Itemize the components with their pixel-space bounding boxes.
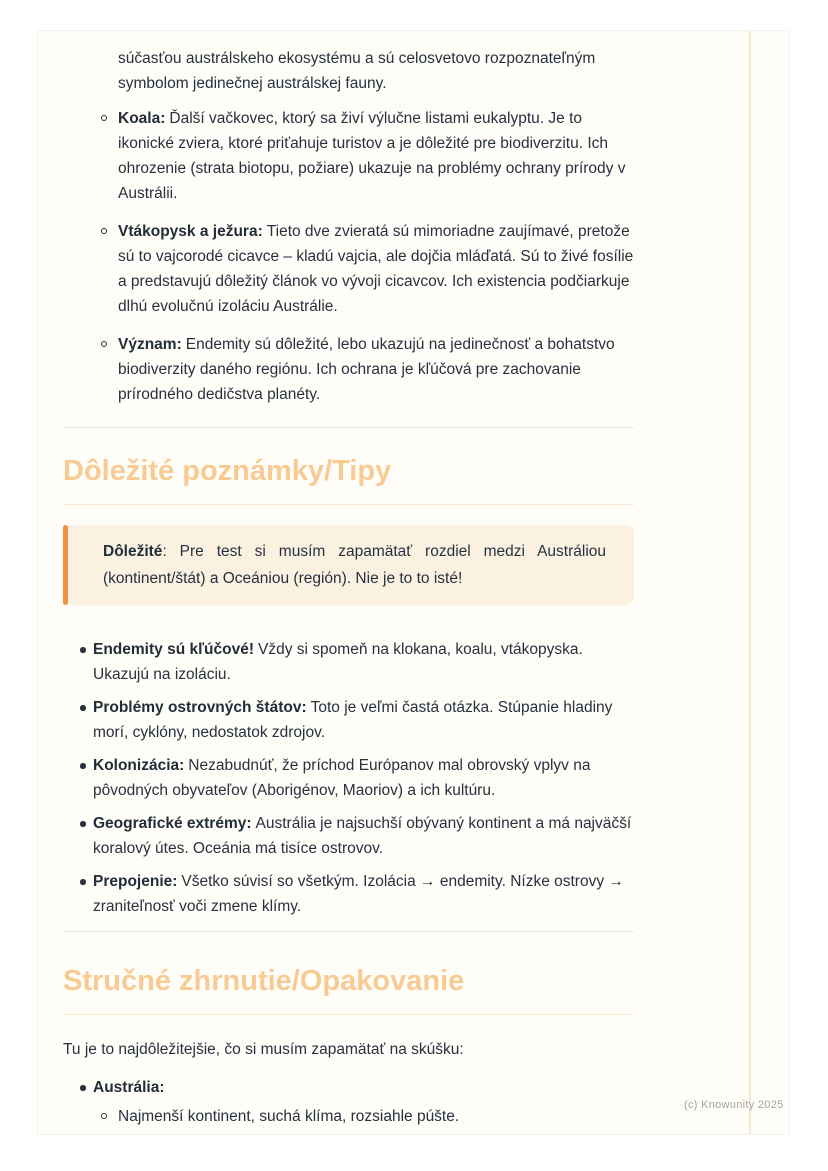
page-margin-line [749, 31, 751, 1134]
list-item-lead: Geografické extrémy: [93, 815, 252, 832]
paragraph-text: súčasťou austrálskeho ekosystému a sú celosvetovo rozpoznateľným symbolom jedinečnej austrálskej fauny. [118, 50, 596, 92]
disc-bullet-marker [80, 763, 86, 769]
section-title-tips: Dôležité poznámky/Tipy [63, 454, 634, 505]
document-page [37, 30, 790, 1135]
summary-sub-list [93, 1104, 634, 1129]
list-item-lead: Problémy ostrovných štátov: [93, 699, 307, 716]
list-item-text: Toto je veľmi častá otázka. Stúpanie hladiny morí, cyklóny, nedostatok zdrojov. [93, 699, 613, 741]
list-item [63, 332, 634, 407]
document-content [63, 31, 634, 1137]
section-divider [63, 427, 634, 428]
list-item-text: Nezabudnúť, že príchod Európanov mal obrovský vplyv na pôvodných obyvateľov (Aborigénov, Maoriov) a ich kultúru. [93, 757, 591, 799]
disc-bullet-marker [80, 1085, 86, 1091]
list-item-text: Endemity sú dôležité, lebo ukazujú na jedinečnosť a bohatstvo biodiverzity daného regiónu. Ich ochrana je kľúčová pre zachovanie prírodného dedičstva planéty. [118, 336, 615, 403]
list-item-text: Tieto dve zvieratá sú mimoriadne zaujímavé, pretože sú to vajcorodé cicavce – kladú vajcia, ale dojčia mláďatá. Sú to živé fosílie a predstavujú dôležitý článok vo vývoji cicavcov. Ich existencia podčiarkuje dlhú evolučnú izoláciu Austrálie. [118, 223, 634, 315]
endemics-sub-list [63, 106, 634, 407]
important-callout [63, 525, 634, 605]
callout-accent-bar [63, 525, 68, 605]
list-item-lead: Vtákopysk a ježura: [118, 223, 263, 240]
circle-bullet-marker [101, 341, 107, 347]
list-item-text: Vždy si spomeň na klokana, koalu, vtákopyska. Ukazujú na izoláciu. [93, 641, 583, 683]
circle-bullet-marker [101, 1113, 107, 1119]
list-item [63, 811, 634, 861]
list-item [63, 106, 634, 206]
disc-bullet-marker [80, 705, 86, 711]
list-item [93, 1104, 634, 1129]
summary-list [63, 1075, 634, 1129]
paragraph-continuation [63, 46, 634, 96]
list-item-text: Všetko súvisí so všetkým. Izolácia → endemity. Nízke ostrovy → zraniteľnosť voči zmene klímy. [93, 873, 624, 915]
disc-bullet-marker [80, 879, 86, 885]
list-item-lead: Význam: [118, 336, 182, 353]
tips-list [63, 637, 634, 919]
list-item-text: Najmenší kontinent, suchá klíma, rozsiahle púšte. [118, 1108, 460, 1125]
list-item-lead: Endemity sú kľúčové! [93, 641, 255, 658]
list-item-lead: Kolonizácia: [93, 757, 185, 774]
copyright-watermark: (c) Knowunity 2025 [684, 1099, 784, 1111]
list-item [63, 695, 634, 745]
disc-bullet-marker [80, 647, 86, 653]
circle-bullet-marker [101, 115, 107, 121]
section-title-summary: Stručné zhrnutie/Opakovanie [63, 964, 634, 1015]
summary-intro: Tu je to najdôležitejšie, čo si musím zapamätať na skúšku: [63, 1041, 464, 1058]
callout-lead: Dôležité [103, 543, 163, 560]
list-item-text: Austrália je najsuchší obývaný kontinent a má najväčší koralový útes. Oceánia má tisíce ostrovov. [93, 815, 632, 857]
list-item-lead: Austrália: [93, 1079, 165, 1096]
list-item [63, 1075, 634, 1129]
list-item [63, 637, 634, 687]
list-item-lead: Prepojenie: [93, 873, 178, 890]
list-item-lead: Koala: [118, 110, 166, 127]
callout-text: : Pre test si musím zapamätať rozdiel medzi Austráliou (kontinent/štát) a Oceániou (región). Nie je to to isté! [103, 543, 606, 587]
list-item-text: Ďalší vačkovec, ktorý sa živí výlučne listami eukalyptu. Je to ikonické zviera, ktoré priťahuje turistov a je dôležité pre biodiverzitu. Ich ohrozenie (strata biotopu, požiare) ukazuje na problémy ochrany prírody v Austrálii. [118, 110, 626, 202]
list-item [63, 219, 634, 319]
circle-bullet-marker [101, 228, 107, 234]
list-item [63, 753, 634, 803]
disc-bullet-marker [80, 821, 86, 827]
list-item [63, 869, 634, 919]
section-divider [63, 931, 634, 932]
